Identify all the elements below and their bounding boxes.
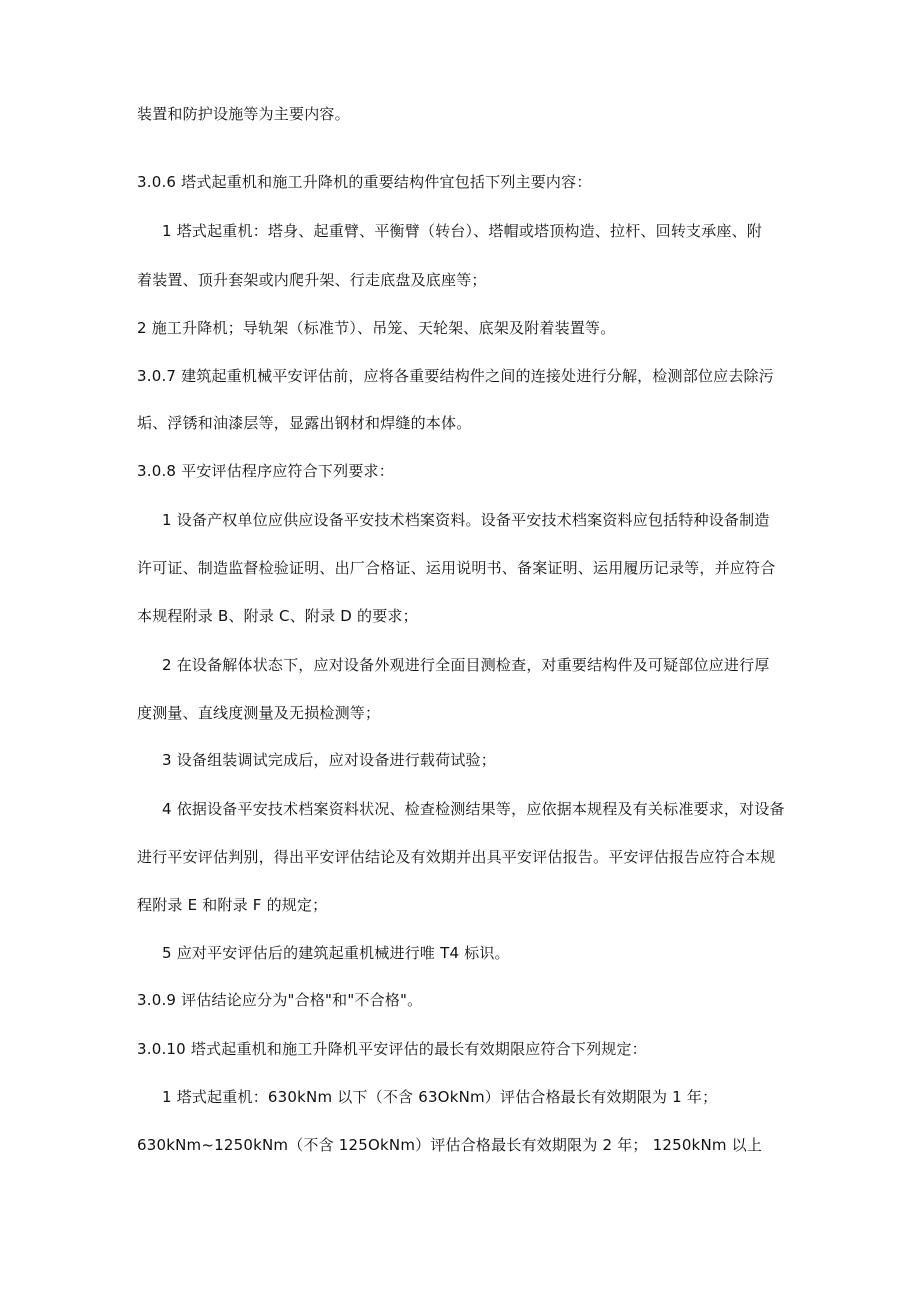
text-line: 度测量、直线度测量及无损检测等； <box>137 704 381 722</box>
list-item-1-tower-crane: 1 塔式起重机：塔身、起重臂、平衡臂（转台）、塔帽或塔顶构造、拉杆、回转支承座、附 <box>162 222 763 240</box>
text-line: 垢、浮锈和油漆层等，显露出钢材和焊缝的本体。 <box>137 414 472 432</box>
section-3-0-8-heading: 3.0.8 平安评估程序应符合下列要求： <box>137 462 394 480</box>
section-3-0-10-heading: 3.0.10 塔式起重机和施工升降机平安评估的最长有效期限应符合下列规定： <box>137 1040 647 1058</box>
text-line: 着装置、顶升套架或内爬升架、行走底盘及底座等； <box>137 271 487 289</box>
list-item-3-load-test: 3 设备组装调试完成后，应对设备进行载荷试验； <box>162 751 496 769</box>
list-item-2-inspection: 2 在设备解体状态下，应对设备外观进行全面目测检查，对重要结构件及可疑部位应进行厚 <box>162 656 770 674</box>
text-line: 装置和防护设施等为主要内容。 <box>137 105 350 123</box>
list-item-5-marking: 5 应对平安评估后的建筑起重机械进行唯 T4 标识。 <box>162 944 510 962</box>
text-line: 本规程附录 B、附录 C、附录 D 的要求； <box>137 607 418 625</box>
text-line: 许可证、制造监督检验证明、出厂合格证、运用说明书、备案证明、运用履历记录等，并应符合 <box>137 559 776 577</box>
text-line: 程附录 E 和附录 F 的规定； <box>137 896 328 914</box>
list-item-2-construction-hoist: 2 施工升降机；导轨架（标准节）、吊笼、天轮架、底架及附着装置等。 <box>137 319 616 337</box>
section-3-0-6-heading: 3.0.6 塔式起重机和施工升降机的重要结构件宜包括下列主要内容： <box>137 173 592 191</box>
list-item-1-documents: 1 设备产权单位应供应设备平安技术档案资料。设备平安技术档案资料应包括特种设备制造 <box>162 511 770 529</box>
section-3-0-9-paragraph: 3.0.9 评估结论应分为"合格"和"不合格"。 <box>137 991 423 1009</box>
text-line: 进行平安评估判别，得出平安评估结论及有效期并出具平安评估报告。平安评估报告应符合本规 <box>137 848 776 866</box>
list-item-4-evaluation: 4 依据设备平安技术档案资料状况、检查检测结果等，应依据本规程及有关标准要求，对设备 <box>162 800 785 818</box>
text-line: 630kNm~1250kNm（不含 125OkNm）评估合格最长有效期限为 2 年； 1250kNm 以上 <box>137 1136 763 1154</box>
list-item-1-tower-crane-validity: 1 塔式起重机：630kNm 以下（不含 63OkNm）评估合格最长有效期限为 1 年； <box>162 1088 718 1106</box>
section-3-0-7-paragraph: 3.0.7 建筑起重机械平安评估前，应将各重要结构件之间的连接处进行分解，检测部位应去除污 <box>137 367 774 385</box>
